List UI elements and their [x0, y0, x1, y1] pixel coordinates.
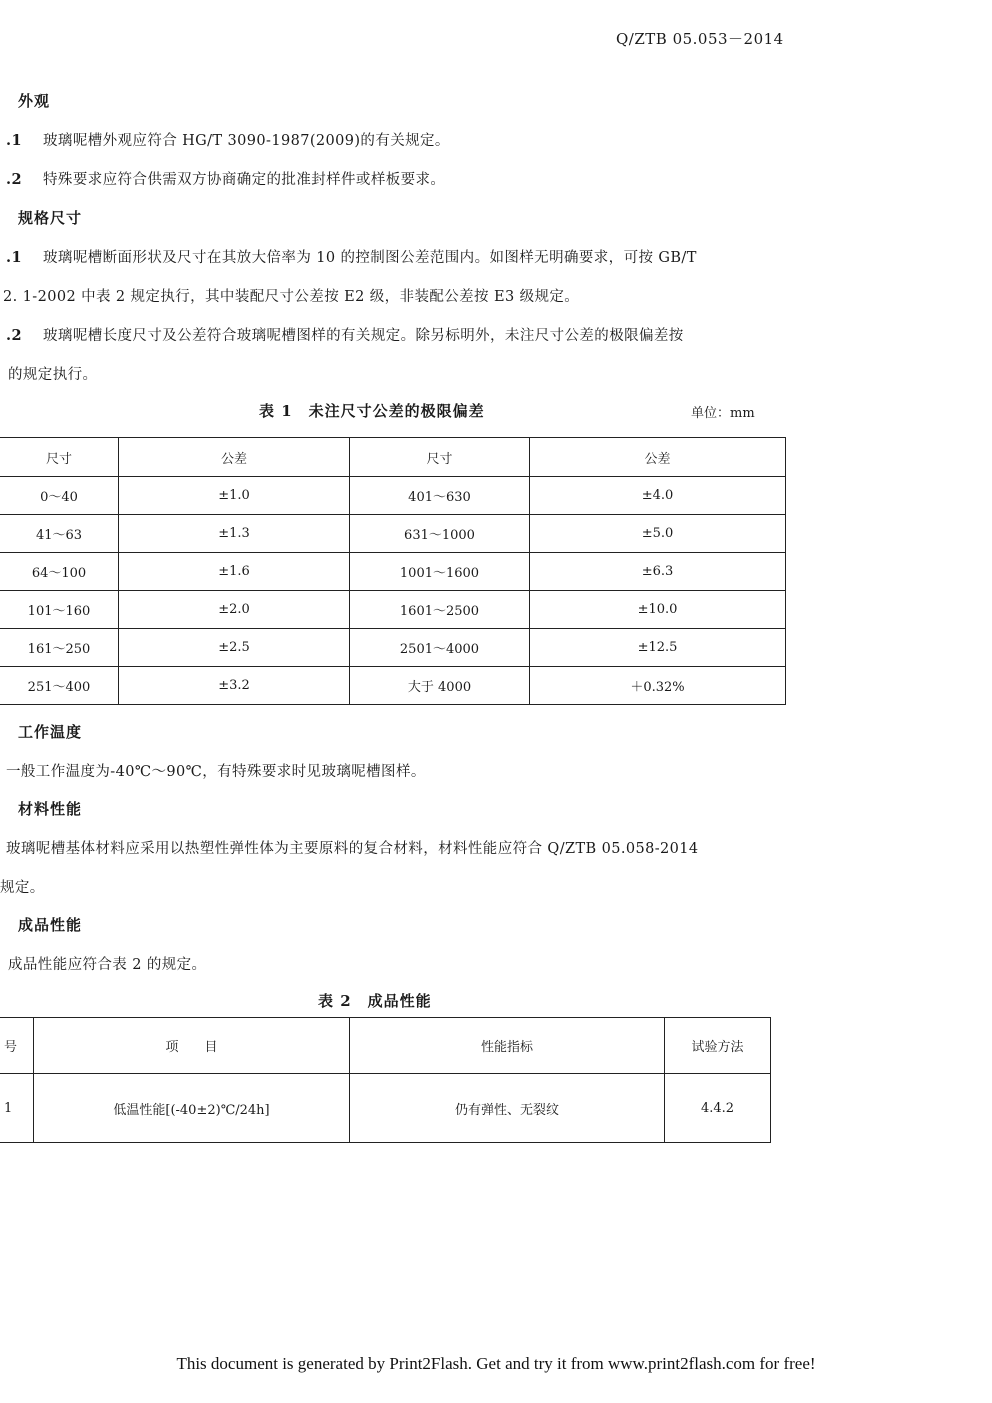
- table-cell: ±4.0: [530, 477, 786, 515]
- table-header-row: [0, 1018, 771, 1074]
- table-cell: 4.4.2: [665, 1074, 771, 1143]
- table-cell: 2501～4000: [350, 629, 530, 667]
- table-cell: 401～630: [350, 477, 530, 515]
- column-header: 尺寸: [0, 438, 119, 477]
- paragraph-text: 玻璃呢槽外观应符合 HG/T 3090-1987(2009)的有关规定。: [43, 133, 450, 149]
- table-row: [0, 629, 786, 667]
- paragraph-number: .2: [6, 171, 22, 188]
- paragraph-number: .1: [6, 249, 22, 266]
- table-cell: ±1.6: [119, 553, 350, 591]
- column-header: 公差: [530, 438, 786, 477]
- paragraph-material-cont: 规定。: [0, 880, 45, 896]
- table-cell: 仍有弹性、无裂纹: [350, 1074, 665, 1143]
- column-header: 公差: [119, 438, 350, 477]
- document-code: Q/ZTB 05.053－2014: [616, 30, 784, 48]
- paragraph-product: 成品性能应符合表 2 的规定。: [8, 957, 207, 973]
- column-header: 尺寸: [350, 438, 530, 477]
- paragraph-text: 特殊要求应符合供需双方协商确定的批准封样件或样板要求。: [43, 172, 446, 188]
- paragraph-appearance-1: [6, 129, 450, 150]
- table2-caption: 表 2 成品性能: [318, 992, 432, 1010]
- section-title-product: 成品性能: [18, 916, 83, 934]
- section-title-appearance: 外观: [18, 92, 51, 110]
- table-cell: 1: [0, 1074, 34, 1143]
- table-cell: 64～100: [0, 553, 119, 591]
- table-row: [0, 553, 786, 591]
- table-row: [0, 515, 786, 553]
- table-cell: 41～63: [0, 515, 119, 553]
- table-cell: 161～250: [0, 629, 119, 667]
- paragraph-temperature: 一般工作温度为-40℃～90℃，有特殊要求时见玻璃呢槽图样。: [6, 764, 426, 780]
- section-title-temperature: 工作温度: [18, 723, 83, 741]
- table1-unit: 单位：mm: [691, 406, 755, 421]
- table-cell: ±6.3: [530, 553, 786, 591]
- paragraph-appearance-2: [6, 168, 445, 189]
- product-performance-table: [0, 1017, 771, 1143]
- table-cell: 0～40: [0, 477, 119, 515]
- table-cell: ±1.0: [119, 477, 350, 515]
- paragraph-number: .1: [6, 132, 22, 149]
- paragraph-material: 玻璃呢槽基体材料应采用以热塑性弹性体为主要原料的复合材料，材料性能应符合 Q/ZTB 05.058-2014: [6, 841, 699, 857]
- paragraph-spec-2-cont: 的规定执行。: [8, 367, 98, 383]
- table-row: [0, 477, 786, 515]
- paragraph-spec-1-cont: 2. 1-2002 中表 2 规定执行，其中装配尺寸公差按 E2 级，非装配公差按 E3 级规定。: [3, 289, 580, 305]
- table-row: [0, 667, 786, 705]
- section-title-material: 材料性能: [18, 800, 83, 818]
- paragraph-spec-1: [6, 246, 697, 267]
- column-header: 项 目: [34, 1018, 350, 1074]
- table-cell: ±2.0: [119, 591, 350, 629]
- section-title-spec: 规格尺寸: [18, 209, 83, 227]
- table-cell: ±10.0: [530, 591, 786, 629]
- table-cell: ＋0.32%: [530, 667, 786, 705]
- table-row: [0, 591, 786, 629]
- table-cell: 101～160: [0, 591, 119, 629]
- table-cell: 631～1000: [350, 515, 530, 553]
- table-cell: 1601～2500: [350, 591, 530, 629]
- paragraph-number: .2: [6, 327, 22, 344]
- column-header: 号: [0, 1018, 34, 1074]
- table-cell: ±12.5: [530, 629, 786, 667]
- column-header: 试验方法: [665, 1018, 771, 1074]
- table-cell: ±5.0: [530, 515, 786, 553]
- footer-notice: This document is generated by Print2Flash. Get and try it from www.print2flash.com for free!: [176, 1354, 816, 1373]
- table-cell: 1001～1600: [350, 553, 530, 591]
- paragraph-text: 玻璃呢槽长度尺寸及公差符合玻璃呢槽图样的有关规定。除另标明外，未注尺寸公差的极限偏差按: [43, 328, 684, 344]
- column-header: 性能指标: [350, 1018, 665, 1074]
- tolerance-table: [0, 437, 786, 705]
- paragraph-spec-2: [6, 324, 684, 345]
- table-cell: 低温性能[(-40±2)℃/24h]: [34, 1074, 350, 1143]
- table-header-row: [0, 438, 786, 477]
- table-cell: 251～400: [0, 667, 119, 705]
- table-cell: ±3.2: [119, 667, 350, 705]
- table1-caption: 表 1 未注尺寸公差的极限偏差: [259, 402, 485, 420]
- table-cell: ±1.3: [119, 515, 350, 553]
- paragraph-text: 玻璃呢槽断面形状及尺寸在其放大倍率为 10 的控制图公差范围内。如图样无明确要求，可按 GB/T: [43, 250, 697, 266]
- table-cell: ±2.5: [119, 629, 350, 667]
- table-cell: 大于 4000: [350, 667, 530, 705]
- table-row: [0, 1074, 771, 1143]
